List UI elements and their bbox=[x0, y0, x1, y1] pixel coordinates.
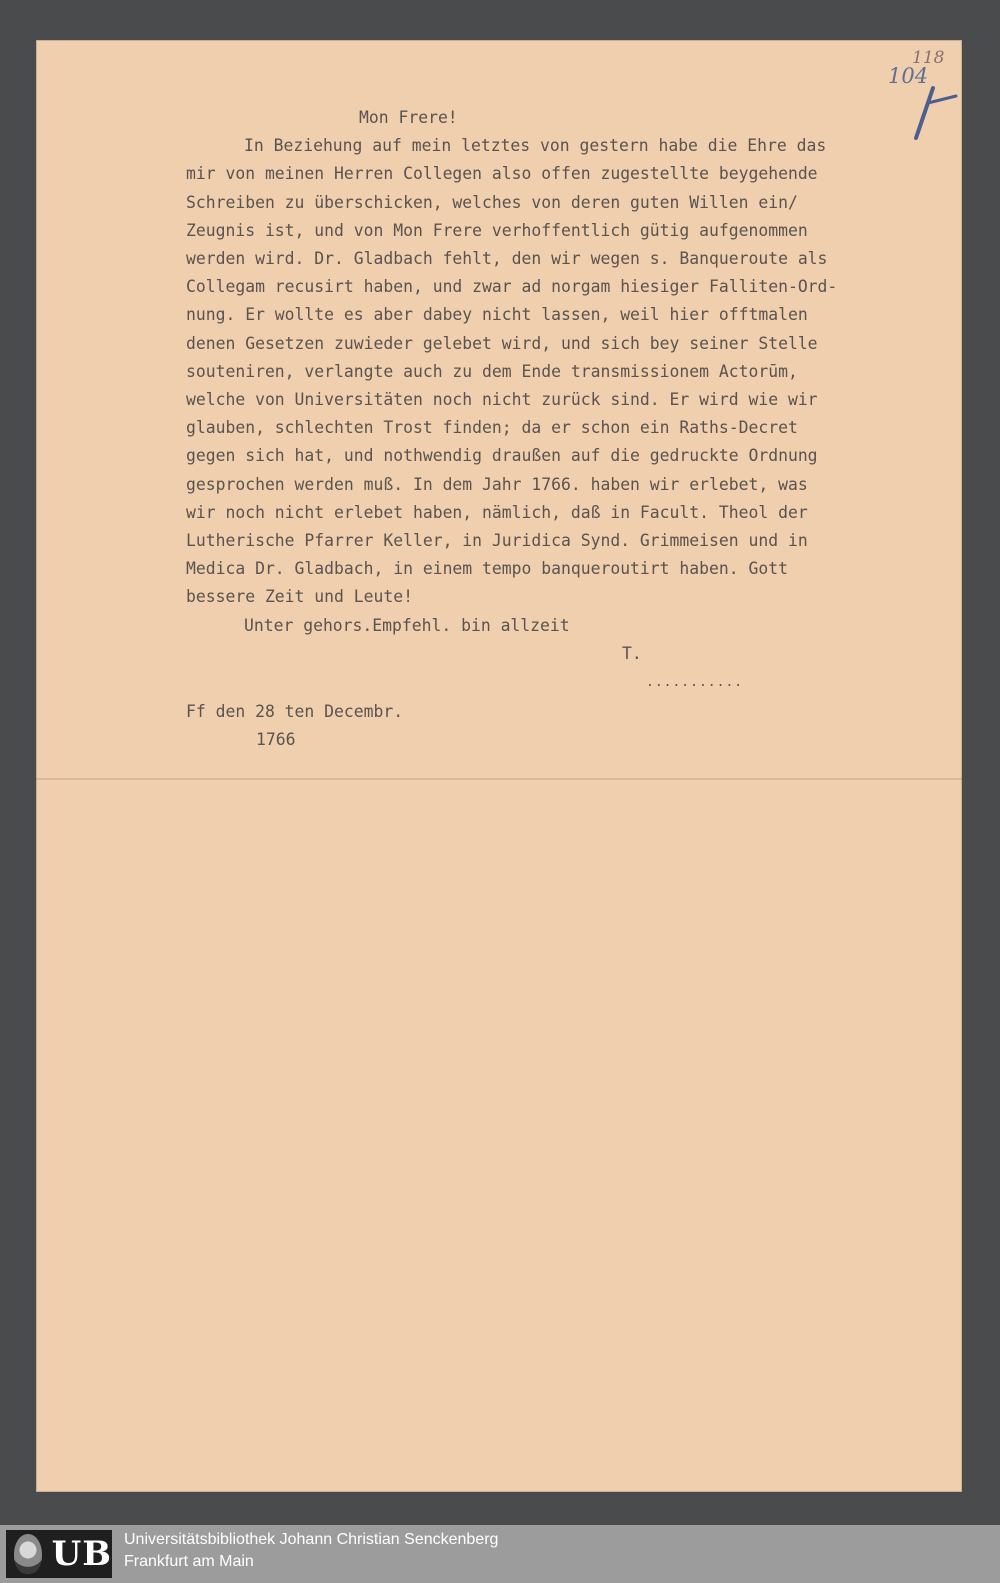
body-line: wir noch nicht erlebet haben, nämlich, daß in Facult. Theol der bbox=[186, 502, 808, 522]
library-city: Frankfurt am Main bbox=[124, 1553, 254, 1570]
body-line: Zeugnis ist, und von Mon Frere verhoffentlich gütig aufgenommen bbox=[186, 220, 808, 240]
body-line: gegen sich hat, und nothwendig draußen auf die gedruckte Ordnung bbox=[186, 446, 818, 466]
date-line: Ff den 28 ten Decembr. bbox=[186, 702, 404, 722]
body-line: bessere Zeit und Leute! bbox=[186, 587, 413, 607]
body-line: Collegam recusirt haben, und zwar ad norgam hiesiger Falliten-Ord- bbox=[186, 277, 838, 297]
ub-logo[interactable] bbox=[6, 1530, 112, 1578]
body-line: welche von Universitäten noch nicht zurück sind. Er wird wie wir bbox=[186, 390, 818, 410]
body-line: denen Gesetzen zuwieder gelebet wird, und sich bey seiner Stelle bbox=[186, 333, 818, 353]
document-page bbox=[36, 40, 962, 1492]
body-line: Medica Dr. Gladbach, in einem tempo banqueroutirt haben. Gott bbox=[186, 559, 788, 579]
letter-text bbox=[186, 104, 966, 754]
logo-text: UB bbox=[51, 1534, 112, 1574]
body-line: souteniren, verlangte auch zu dem Ende transmissionem Actorūm, bbox=[186, 361, 798, 381]
fold-line bbox=[36, 778, 962, 780]
salutation: Mon Frere! bbox=[359, 108, 458, 127]
folio-number-ink: 104 bbox=[888, 64, 929, 88]
portrait-icon bbox=[14, 1534, 42, 1574]
library-footer bbox=[0, 1525, 1000, 1583]
body-line: In Beziehung auf mein letztes von gestern habe die Ehre das bbox=[244, 136, 827, 156]
signature-dots: ........... bbox=[646, 675, 744, 691]
body-line: Lutherische Pfarrer Keller, in Juridica Synd. Grimmeisen und in bbox=[186, 531, 808, 551]
body-line: mir von meinen Herren Collegen also offen zugestellte beygehende bbox=[186, 164, 818, 184]
library-name[interactable]: Universitätsbibliothek Johann Christian Senckenberg bbox=[124, 1531, 499, 1548]
body-line: werden wird. Dr. Gladbach fehlt, den wir wegen s. Banqueroute als bbox=[186, 249, 828, 269]
closing-line: Unter gehors.Empfehl. bin allzeit bbox=[244, 615, 570, 635]
body-line: nung. Er wollte es aber dabey nicht lassen, weil hier offtmalen bbox=[186, 305, 808, 325]
body-line: gesprochen werden muß. In dem Jahr 1766. haben wir erlebet, was bbox=[186, 474, 808, 494]
body-line: glauben, schlechten Trost finden; da er schon ein Raths-Decret bbox=[186, 418, 798, 438]
folio-number-pencil: 118 bbox=[912, 48, 945, 68]
date-year: 1766 bbox=[256, 730, 296, 750]
signature-initial: T. bbox=[622, 643, 642, 663]
body-line: Schreiben zu überschicken, welches von deren guten Willen ein/ bbox=[186, 192, 798, 212]
